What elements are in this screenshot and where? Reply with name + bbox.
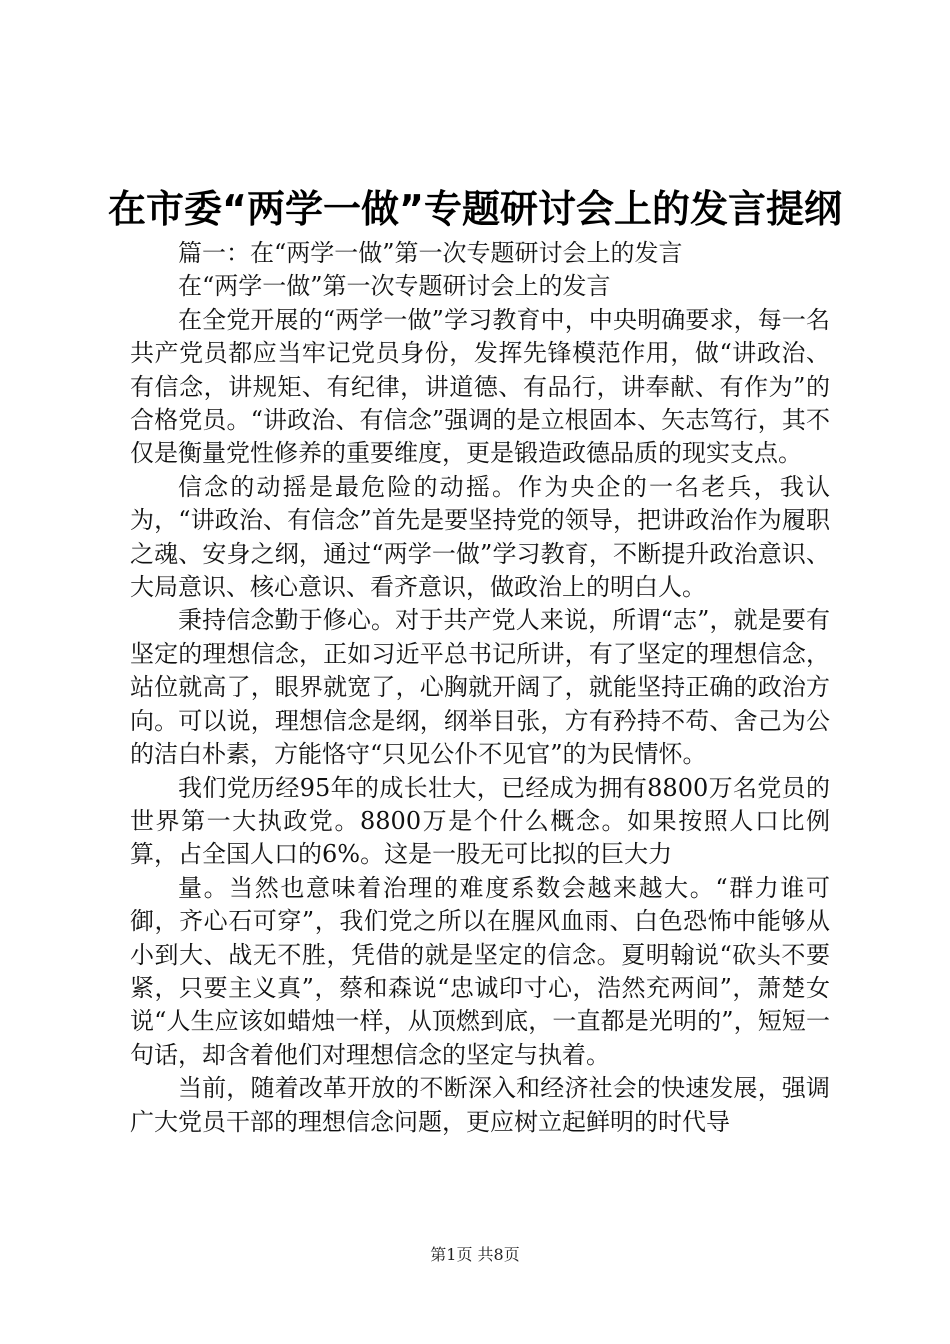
document-body (130, 237, 830, 1139)
paragraph: 量。当然也意味着治理的难度系数会越来越大。“群力谁可御，齐心石可穿”，我们党之所以在腥风血雨、白色恐怖中能够从小到大、战无不胜，凭借的就是坚定的信念。夏明翰说“砍头不要紧，只要主义真”，蔡和森说“忠诚印寸心，浩然充两间”，萧楚女说“人生应该如蜡烛一样，从顶燃到底，一直都是光明的”，短短一句话，却含着他们对理想信念的坚定与执着。 (130, 873, 830, 1069)
paragraph: 在“两学一做”第一次专题研讨会上的发言 (178, 272, 611, 301)
paragraph: 我们党历经95年的成长壮大，已经成为拥有8800万名党员的世界第一大执政党。8800万是个什么概念。如果按照人口比例算，占全国人口的6%。这是一股无可比拟的巨大力 (130, 773, 830, 869)
paragraph: 在全党开展的“两学一做”学习教育中，中央明确要求，每一名共产党员都应当牢记党员身份，发挥先锋模范作用，做“讲政治、有信念，讲规矩、有纪律，讲道德、有品行，讲奉献、有作为”的合格党员。“讲政治、有信念”强调的是立根固本、矢志笃行，其不仅是衡量党性修养的重要维度，更是锻造政德品质的现实支点。 (130, 305, 830, 468)
paragraph: 篇一：在“两学一做”第一次专题研讨会上的发言 (178, 239, 683, 267)
paragraph: 信念的动摇是最危险的动摇。作为央企的一名老兵，我认为，“讲政治、有信念”首先是要坚持党的领导，把讲政治作为履职之魂、安身之纲，通过“两学一做”学习教育，不断提升政治意识、大局意识、核心意识、看齐意识，做政治上的明白人。 (130, 472, 830, 602)
document-title: 在市委“两学一做”专题研讨会上的发言提纲 (108, 187, 842, 231)
paragraph: 秉持信念勤于修心。对于共产党人来说，所谓“志”，就是要有坚定的理想信念，正如习近平总书记所讲，有了坚定的理想信念，站位就高了，眼界就宽了，心胸就开阔了，就能坚持正确的政治方向。可以说，理想信念是纲，纲举目张，方有矜持不苟、舍己为公的洁白朴素，方能恪守“只见公仆不见官”的为民情怀。 (130, 606, 830, 769)
paragraph: 当前，随着改革开放的不断深入和经济社会的快速发展，强调广大党员干部的理想信念问题，更应树立起鲜明的时代导 (130, 1074, 830, 1136)
page-number-footer: 第1页 共8页 (430, 1245, 520, 1264)
